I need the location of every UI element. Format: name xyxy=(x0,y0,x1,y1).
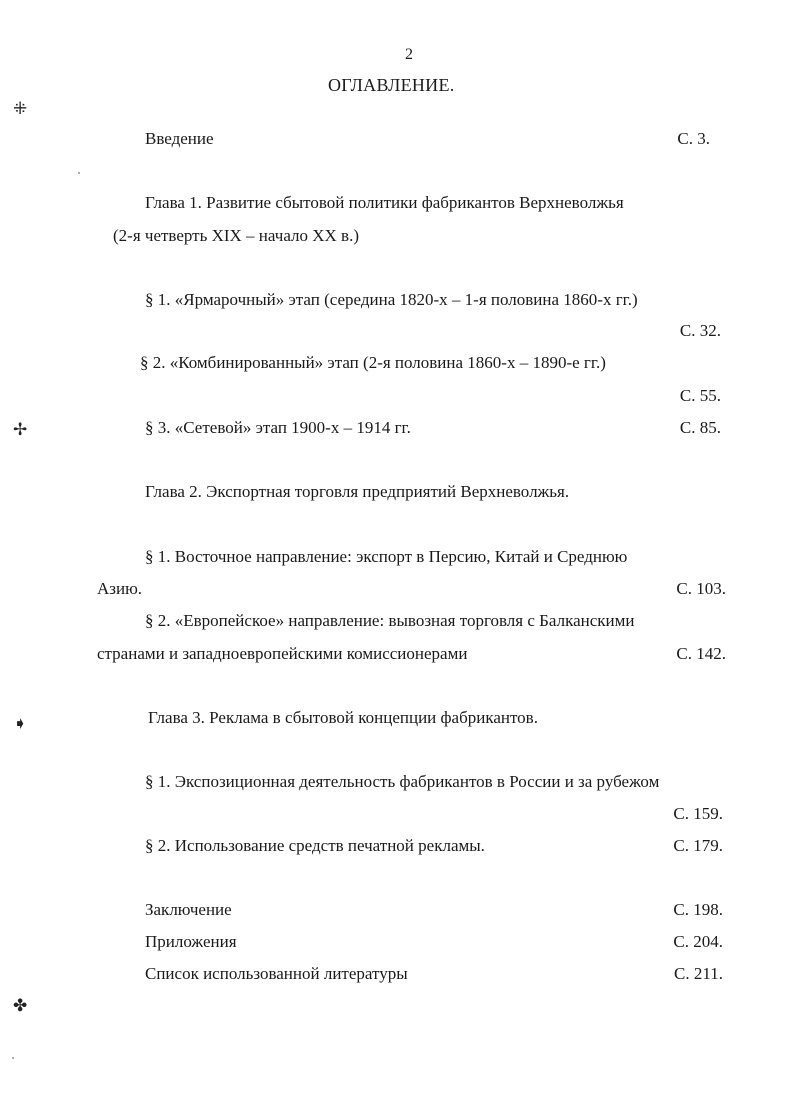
chapter2-section2-page: С. 142. xyxy=(676,644,726,663)
chapter1-section1-label: § 1. «Ярмарочный» этап (середина 1820-х – 1-я половина 1860-х гг.) xyxy=(145,290,638,309)
toc-bibliography-label: Список использованной литературы xyxy=(145,964,408,983)
chapter2-section1-line2: Азию. xyxy=(97,579,143,598)
chapter1-title-line1: Глава 1. Развитие сбытовой политики фабрикантов Верхневолжья xyxy=(145,193,624,212)
chapter1-section2-page: С. 55. xyxy=(679,386,721,405)
punch-hole-mark-icon: ✢ xyxy=(13,420,28,440)
punch-hole-mark-icon: ➧ xyxy=(13,714,28,734)
page-number: 2 xyxy=(405,46,413,63)
toc-conclusion-page: С. 198. xyxy=(673,900,723,919)
scan-speck xyxy=(78,172,80,174)
chapter1-title-line2: (2-я четверть XIX – начало XX в.) xyxy=(113,226,359,245)
chapter3-section2-page: С. 179. xyxy=(673,836,723,855)
punch-hole-mark-icon: ⁜ xyxy=(13,99,28,119)
chapter2-section2-line1: § 2. «Европейское» направление: вывозная торговля с Балканскими xyxy=(145,611,635,630)
toc-bibliography-page: С. 211. xyxy=(674,964,723,983)
chapter2-section1-page: С. 103. xyxy=(676,579,726,598)
chapter3-section1-label: § 1. Экспозиционная деятельность фабрикантов в России и за рубежом xyxy=(145,772,660,791)
chapter2-section1-line1: § 1. Восточное направление: экспорт в Персию, Китай и Среднюю xyxy=(145,547,628,566)
chapter3-section1-page: С. 159. xyxy=(673,804,723,823)
toc-conclusion-label: Заключение xyxy=(145,900,232,919)
chapter2-section2-line2: странами и западноевропейскими комиссионерами xyxy=(97,644,468,663)
chapter1-section2-label: § 2. «Комбинированный» этап (2-я половина 1860-х – 1890-е гг.) xyxy=(140,353,606,372)
toc-appendices-label: Приложения xyxy=(145,932,237,951)
chapter2-title: Глава 2. Экспортная торговля предприятий Верхневолжья. xyxy=(145,482,570,501)
toc-appendices-page: С. 204. xyxy=(673,932,723,951)
chapter1-section3-page: С. 85. xyxy=(679,418,721,437)
chapter1-section3-label: § 3. «Сетевой» этап 1900-х – 1914 гг. xyxy=(145,418,411,437)
chapter3-title: Глава 3. Реклама в сбытовой концепции фабрикантов. xyxy=(148,708,538,727)
page-title: ОГЛАВЛЕНИЕ. xyxy=(328,75,455,95)
chapter3-section2-label: § 2. Использование средств печатной рекламы. xyxy=(145,836,485,855)
punch-hole-mark-icon: ✤ xyxy=(13,996,28,1016)
toc-intro-page: С. 3. xyxy=(677,129,710,148)
chapter1-section1-page: С. 32. xyxy=(679,321,721,340)
toc-intro-label: Введение xyxy=(145,129,214,148)
scan-speck xyxy=(12,1057,14,1059)
